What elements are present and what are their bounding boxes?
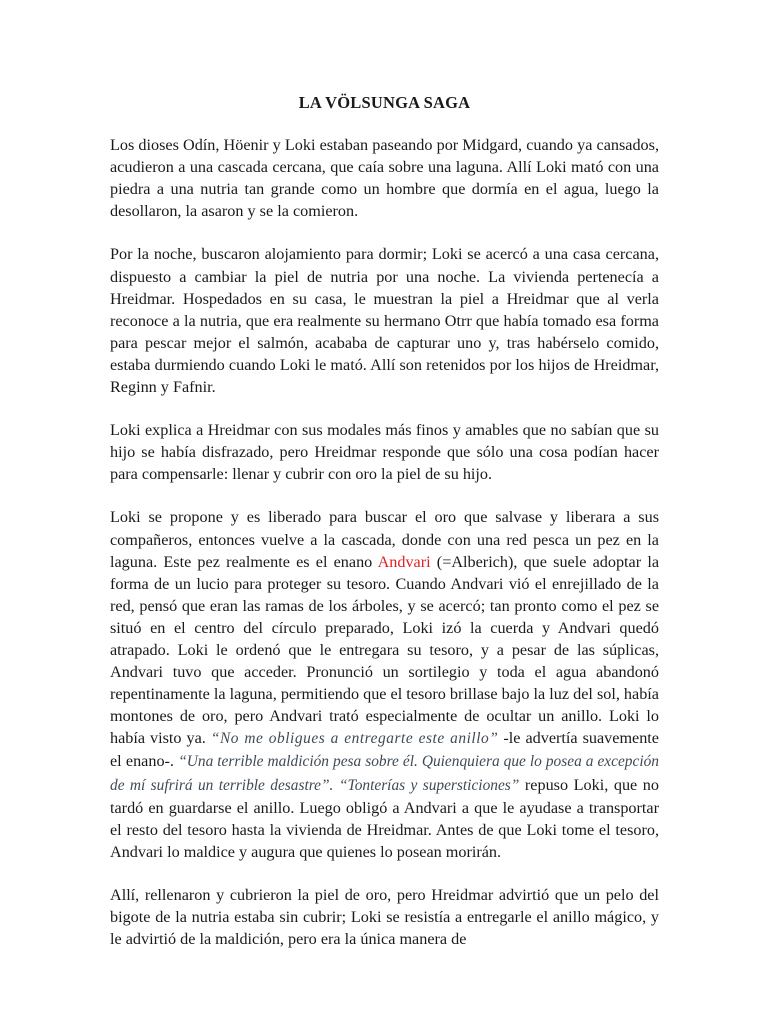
document-body [110, 92, 659, 971]
paragraph-4 [110, 506, 659, 863]
paragraph-4-text-e: repuso Loki, que no tardó en guardarse el anillo. Luego obligó a Andvari a que le ayudase a transportar el resto del tesoro hasta la vivienda de Hreidmar. Antes de que Loki tome el tesoro, Andvari lo maldice y augura que quienes lo posean morirán. [110, 775, 659, 861]
paragraph-4-text-b: (=Alberich), que suele adoptar la forma de un lucio para proteger su tesoro. Cuando Andvari vió el enrejillado de la red, pensó que eran las ramas de los árboles, y se acercó; tan pronto como el pez se situó en el centro del círculo preparado, Loki izó la cuerda y Andvari quedó atrapado. Loki le ordenó que le entregara su tesoro, y a pesar de las súplicas, Andvari tuvo que acceder. Pronunció un sortilegio y toda el agua abandonó repentinamente la laguna, permitiendo que el tesoro brillase bajo la luz del sol, había montones de oro, pero Andvari trató especialmente de ocultar un anillo. Loki lo había visto ya. [110, 552, 659, 748]
quote-no-me-obligues: “No me obligues a entregarte este anillo” [210, 730, 499, 748]
quote-tonterias: “Tonterías y supersticiones” [338, 776, 520, 794]
paragraph-4-text-c: -le advertía suavemente el enano-. [110, 729, 659, 771]
paragraph-1: Los dioses Odín, Höenir y Loki estaban paseando por Midgard, cuando ya cansados, acudieron a una cascada cercana, que caía sobre una laguna. Allí Loki mató con una piedra a una nutria tan grande como un hombre que dormía en el agua, luego la desollaron, la asaron y se la comieron. [110, 136, 659, 221]
highlighted-name-andvari: Andvari [377, 552, 431, 571]
document-title: LA VÖLSUNGA SAGA [298, 93, 471, 112]
paragraph-5: Allí, rellenaron y cubrieron la piel de oro, pero Hreidmar advirtió que un pelo del bigote de la nutria estaba sin cubrir; Loki se resistía a entregarle el anillo mágico, y le advirtió de la maldición, pero era la única manera de [110, 885, 659, 949]
paragraph-3: Loki explica a Hreidmar con sus modales más finos y amables que no sabían que su hijo se había disfrazado, pero Hreidmar responde que sólo una cosa podían hacer para compensarle: llenar y cubrir con oro la piel de su hijo. [110, 421, 659, 484]
paragraph-4-text-a: Loki se propone y es liberado para buscar el oro que salvase y liberara a sus compañeros, entonces vuelve a la cascada, donde con una red pesca un pez en la laguna. Este pez realmente es el enano [110, 508, 659, 571]
quote-terrible-maldicion: “Una terrible maldición pesa sobre él. Quienquiera que lo posea a excepción de mí sufrirá un terrible desastre”. [110, 753, 659, 794]
paragraph-2: Por la noche, buscaron alojamiento para dormir; Loki se acercó a una casa cercana, dispuesto a cambiar la piel de nutria por una noche. La vivienda pertenecía a Hreidmar. Hospedados en su casa, le muestran la piel a Hreidmar que al verla reconoce a la nutria, que era realmente su hermano Otrr que había tomado esa forma para pescar mejor el salmón, acababa de capturar uno y, tras habérselo comido, estaba durmiendo cuando Loki le mató. Allí son retenidos por los hijos de Hreidmar, Reginn y Fafnir. [110, 245, 659, 397]
